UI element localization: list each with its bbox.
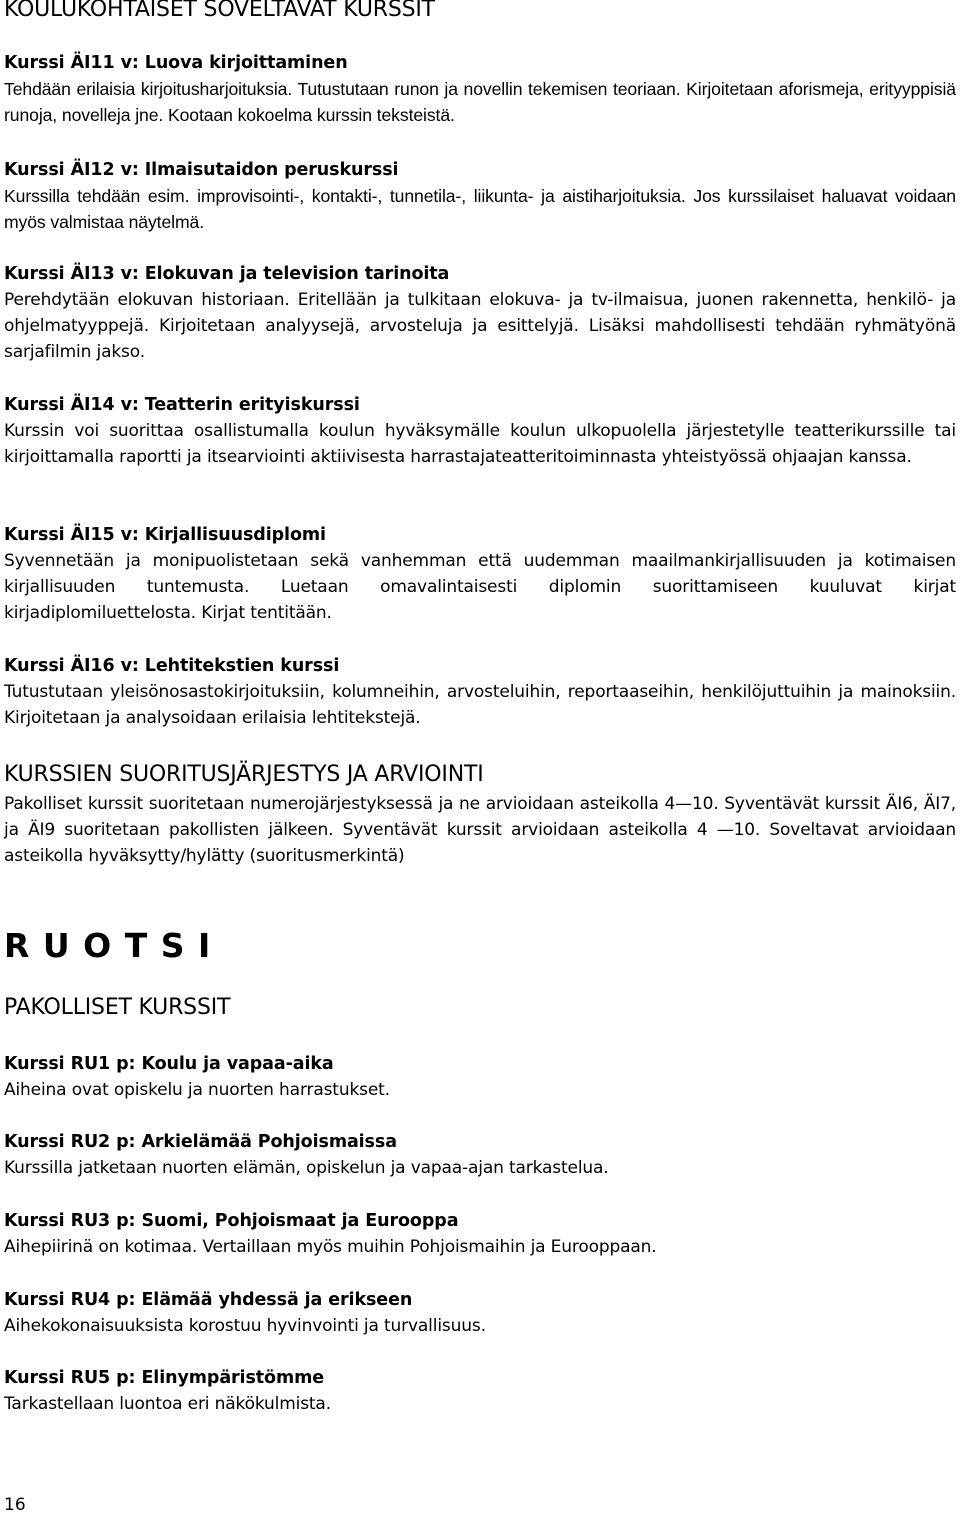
course-title-ai11: Kurssi ÄI11 v: Luova kirjoittaminen — [4, 53, 348, 73]
course-title-ai16: Kurssi ÄI16 v: Lehtitekstien kurssi — [4, 656, 340, 676]
course-text-ru2: Kurssilla jatketaan nuorten elämän, opiskelun ja vapaa-ajan tarkastelua. — [4, 1158, 609, 1178]
section-heading-mandatory: PAKOLLISET KURSSIT — [4, 995, 231, 1020]
course-text-ai13: Perehdytään elokuvan historiaan. Eritellään ja tulkitaan elokuva- ja tv-ilmaisua, juonen rakennetta, henkilö- ja ohjelmatyyppejä. Kirjoitetaan analyysejä, arvosteluja ja esittelyjä. Lisäksi mahdollisesti tehdään ryhmätyönä sarjafilmin jakso. — [4, 290, 956, 362]
course-text-ai15: Syvennetään ja monipuolistetaan sekä vanhemman että uudemman maailmankirjallisuuden ja kotimaisen kirjallisuuden tuntemusta. Luetaan omavalintaisesti diplomin suorittamiseen kuuluvat kirjat kirjadiplomiluettelosta. Kirjat tentitään. — [4, 551, 956, 623]
course-text-ai11: Tehdään erilaisia kirjoitusharjoituksia. Tutustutaan runon ja novellin tekemisen teoriaan. Kirjoitetaan aforismeja, erityyppisiä runoja, novelleja jne. Kootaan kokoelma kurssin teksteistä. — [4, 79, 956, 125]
course-title-ru4: Kurssi RU4 p: Elämää yhdessä ja erikseen — [4, 1290, 413, 1310]
course-text-ru3: Aihepiirinä on kotimaa. Vertaillaan myös muihin Pohjoismaihin ja Eurooppaan. — [4, 1237, 657, 1257]
course-title-ru1: Kurssi RU1 p: Koulu ja vapaa-aika — [4, 1054, 334, 1074]
order-text: Pakolliset kurssit suoritetaan numerojärjestyksessä ja ne arvioidaan asteikolla 4—10. Syventävät kurssit ÄI6, ÄI7, ja ÄI9 suoritetaan pakollisten jälkeen. Syventävät kurssit arvioidaan asteikolla 4 —10. Soveltavat arvioidaan asteikolla hyväksytty/hylätty (suoritusmerkintä) — [4, 794, 956, 866]
course-text-ai14: Kurssin voi suorittaa osallistumalla koulun hyväksymälle koulun ulkopuolella järjestetylle teatterikurssille tai kirjoittamalla raportti ja itsearviointi aktiivisesta harrastajateatteritoiminnasta yhteistyössä ohjaajan kanssa. — [4, 421, 956, 467]
page-number: 16 — [4, 1495, 26, 1515]
course-title-ru2: Kurssi RU2 p: Arkielämää Pohjoismaissa — [4, 1132, 397, 1152]
course-text-ru1: Aiheina ovat opiskelu ja nuorten harrastukset. — [4, 1080, 390, 1100]
course-text-ai16: Tutustutaan yleisönosastokirjoituksiin, kolumneihin, arvosteluihin, reportaaseihin, henkilöjuttuihin ja mainoksiin. Kirjoitetaan ja analysoidaan erilaisia lehtitekstejä. — [4, 682, 956, 728]
course-title-ru3: Kurssi RU3 p: Suomi, Pohjoismaat ja Eurooppa — [4, 1211, 459, 1231]
course-title-ai13: Kurssi ÄI13 v: Elokuvan ja television tarinoita — [4, 264, 450, 284]
course-title-ai15: Kurssi ÄI15 v: Kirjallisuusdiplomi — [4, 525, 326, 545]
course-title-ru5: Kurssi RU5 p: Elinympäristömme — [4, 1368, 324, 1388]
course-text-ru4: Aihekokonaisuuksista korostuu hyvinvointi ja turvallisuus. — [4, 1316, 486, 1336]
course-title-ai14: Kurssi ÄI14 v: Teatterin erityiskurssi — [4, 395, 360, 415]
course-text-ru5: Tarkastellaan luontoa eri näkökulmista. — [4, 1394, 331, 1414]
course-title-ai12: Kurssi ÄI12 v: Ilmaisutaidon peruskurssi — [4, 160, 399, 180]
section-heading-order: KURSSIEN SUORITUSJÄRJESTYS JA ARVIOINTI — [4, 762, 484, 787]
course-text-ai12: Kurssilla tehdään esim. improvisointi-, kontakti-, tunnetila-, liikunta- ja aistiharjoituksia. Jos kurssilaiset haluavat voidaan myös valmistaa näytelmä. — [4, 186, 956, 232]
section-heading-elective: KOULUKOHTAISET SOVELTAVAT KURSSIT — [4, 0, 435, 22]
subject-title: R U O T S I — [4, 926, 212, 965]
